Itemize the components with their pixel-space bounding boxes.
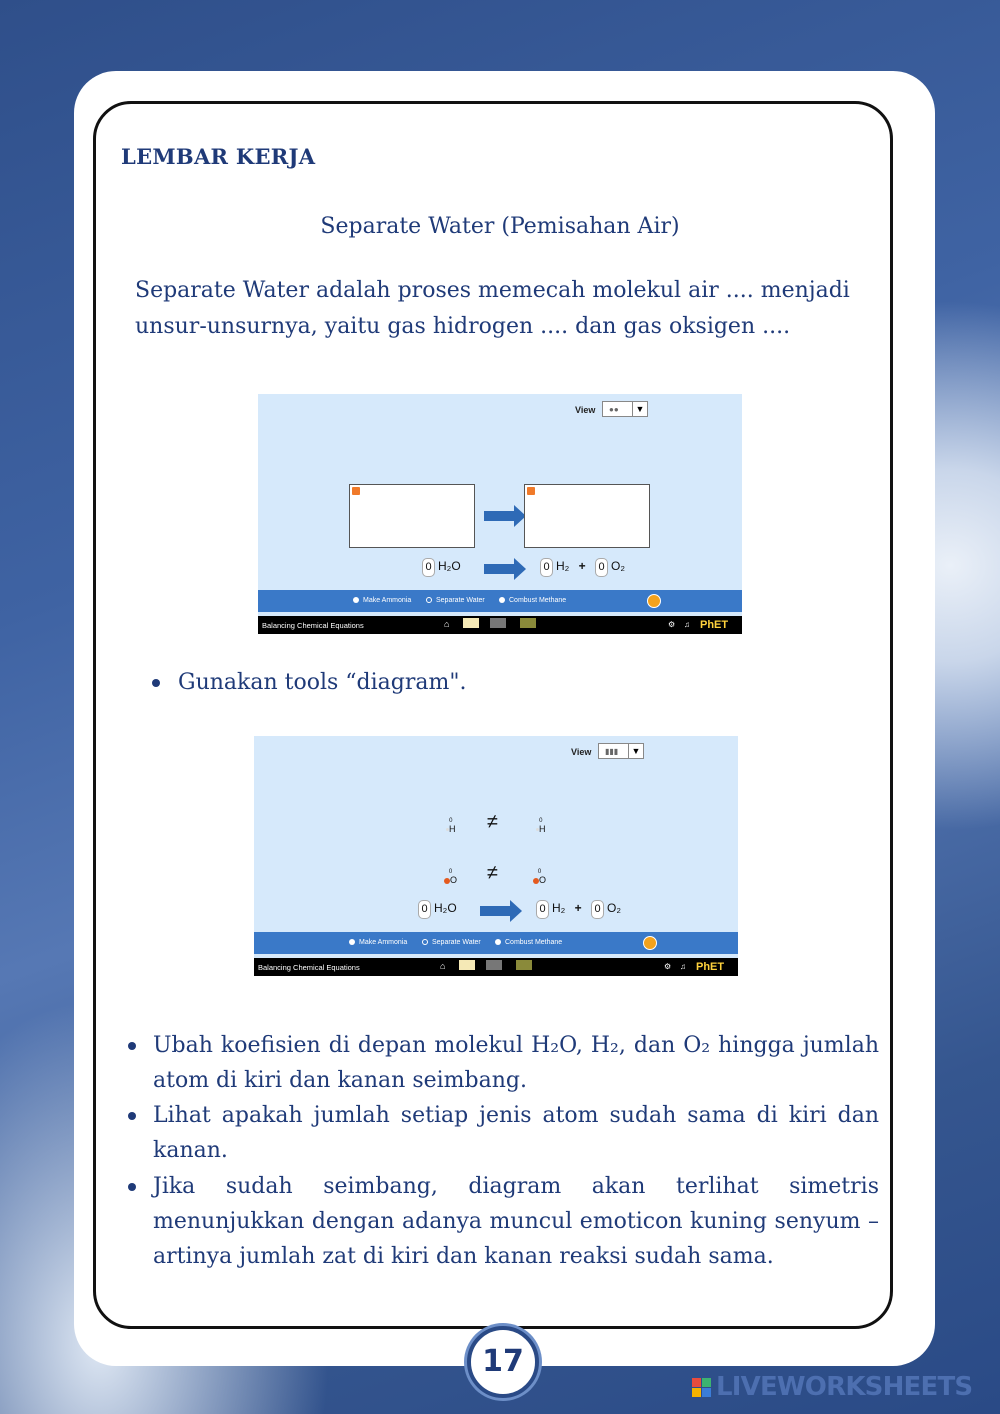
chevron-down-icon: ▼	[632, 402, 647, 416]
bullet-icon	[128, 1042, 136, 1050]
product-h2	[536, 900, 621, 919]
formula-o2: O₂	[607, 901, 622, 915]
formula-h2: H₂	[552, 901, 566, 915]
radio-make-ammonia[interactable]: Make Ammonia	[349, 939, 407, 946]
not-equal-h-icon: ≠	[487, 811, 498, 833]
page-number: 17	[467, 1326, 539, 1398]
home-icon[interactable]: ⌂	[444, 619, 450, 629]
coefficient-spinner-h2o[interactable]: 0	[418, 900, 431, 919]
tools-instruction: Gunakan tools “diagram".	[178, 670, 467, 695]
reactant-h2o	[422, 558, 461, 577]
product-h2	[540, 558, 625, 577]
coefficient-spinner-h2[interactable]: 0	[540, 558, 553, 577]
settings-icon[interactable]: ⚙	[668, 620, 676, 629]
formula-h2o: H₂O	[434, 901, 457, 915]
home-icon[interactable]: ⌂	[440, 961, 446, 971]
simulation-screenshot-diagram	[254, 736, 738, 976]
plus-sign: +	[574, 901, 582, 915]
navigation-bar	[258, 616, 742, 634]
plus-sign: +	[578, 559, 586, 573]
settings-icon[interactable]: ⚙	[664, 962, 672, 971]
formula-h2: H₂	[556, 559, 570, 573]
liveworksheets-logo-icon	[692, 1378, 712, 1398]
instruction-item: Ubah koefisien di depan molekul H₂O, H₂, dan O₂ hingga jumlah atom di kiri dan kanan seimbang.	[153, 1033, 879, 1093]
formula-h2o: H₂O	[438, 559, 461, 573]
reaction-arrow-icon	[484, 511, 516, 521]
reactants-box	[349, 484, 475, 548]
atom-count-o-right: 0 O	[533, 869, 546, 885]
bullet-icon	[128, 1112, 136, 1120]
reaction-selector-bar	[254, 932, 738, 954]
reactant-h2o	[418, 900, 457, 919]
radio-separate-water[interactable]: Separate Water	[426, 597, 485, 604]
view-dropdown[interactable]	[602, 401, 648, 417]
equation-arrow-icon	[480, 906, 512, 916]
instruction-item: Jika sudah seimbang, diagram akan terlihat simetris menunjukkan dengan adanya muncul emoticon kuning senyum – artinya jumlah zat di kiri dan kanan reaksi sudah sama.	[153, 1174, 879, 1269]
section-title: Separate Water (Pemisahan Air)	[320, 214, 680, 239]
sound-icon[interactable]: ♫	[684, 620, 690, 629]
formula-o2: O₂	[611, 559, 626, 573]
phet-logo[interactable]: PhET	[696, 961, 725, 973]
view-dropdown[interactable]	[598, 743, 644, 759]
screen-intro-icon[interactable]	[459, 960, 475, 970]
atom-count-o-left: 0 O	[444, 869, 457, 885]
screen-equations-icon[interactable]	[486, 960, 502, 970]
not-equal-o-icon: ≠	[487, 862, 498, 884]
screen-game-icon[interactable]	[520, 618, 536, 628]
coefficient-spinner-o2[interactable]: 0	[591, 900, 604, 919]
worksheet-heading: LEMBAR KERJA	[121, 144, 316, 169]
radio-combust-methane[interactable]: Combust Methane	[499, 597, 566, 604]
app-title: Balancing Chemical Equations	[258, 963, 360, 972]
coefficient-spinner-h2[interactable]: 0	[536, 900, 549, 919]
screen-equations-icon[interactable]	[490, 618, 506, 628]
radio-separate-water[interactable]: Separate Water	[422, 939, 481, 946]
simulation-screenshot-molecules	[258, 394, 742, 634]
equation-arrow-icon	[484, 564, 516, 574]
reaction-selector-bar	[258, 590, 742, 612]
atom-count-h-left: 0 H	[446, 818, 456, 834]
bullet-icon	[128, 1183, 136, 1191]
molecules-view-icon: ●●	[609, 405, 619, 414]
instruction-item: Lihat apakah jumlah setiap jenis atom sudah sama di kiri dan kanan.	[153, 1103, 879, 1163]
refresh-icon[interactable]	[643, 936, 657, 950]
intro-paragraph: Separate Water adalah proses memecah molekul air .... menjadi unsur-unsurnya, yaitu gas hidrogen .... dan gas oksigen ....	[135, 278, 850, 339]
watermark: LIVEWORKSHEETS	[716, 1372, 973, 1402]
products-box	[524, 484, 650, 548]
view-label: View	[575, 405, 596, 415]
sound-icon[interactable]: ♫	[680, 962, 686, 971]
refresh-icon[interactable]	[647, 594, 661, 608]
collapse-icon[interactable]	[352, 487, 360, 495]
app-title: Balancing Chemical Equations	[262, 621, 364, 630]
coefficient-spinner-o2[interactable]: 0	[595, 558, 608, 577]
chevron-down-icon: ▼	[628, 744, 643, 758]
bullet-icon	[152, 679, 160, 687]
radio-make-ammonia[interactable]: Make Ammonia	[353, 597, 411, 604]
screen-intro-icon[interactable]	[463, 618, 479, 628]
screen-game-icon[interactable]	[516, 960, 532, 970]
bar-chart-view-icon: ▮▮▮	[605, 747, 619, 756]
atom-count-h-right: 0 H	[536, 818, 546, 834]
collapse-icon[interactable]	[527, 487, 535, 495]
radio-combust-methane[interactable]: Combust Methane	[495, 939, 562, 946]
coefficient-spinner-h2o[interactable]: 0	[422, 558, 435, 577]
view-label: View	[571, 747, 592, 757]
phet-logo[interactable]: PhET	[700, 619, 729, 631]
navigation-bar	[254, 958, 738, 976]
